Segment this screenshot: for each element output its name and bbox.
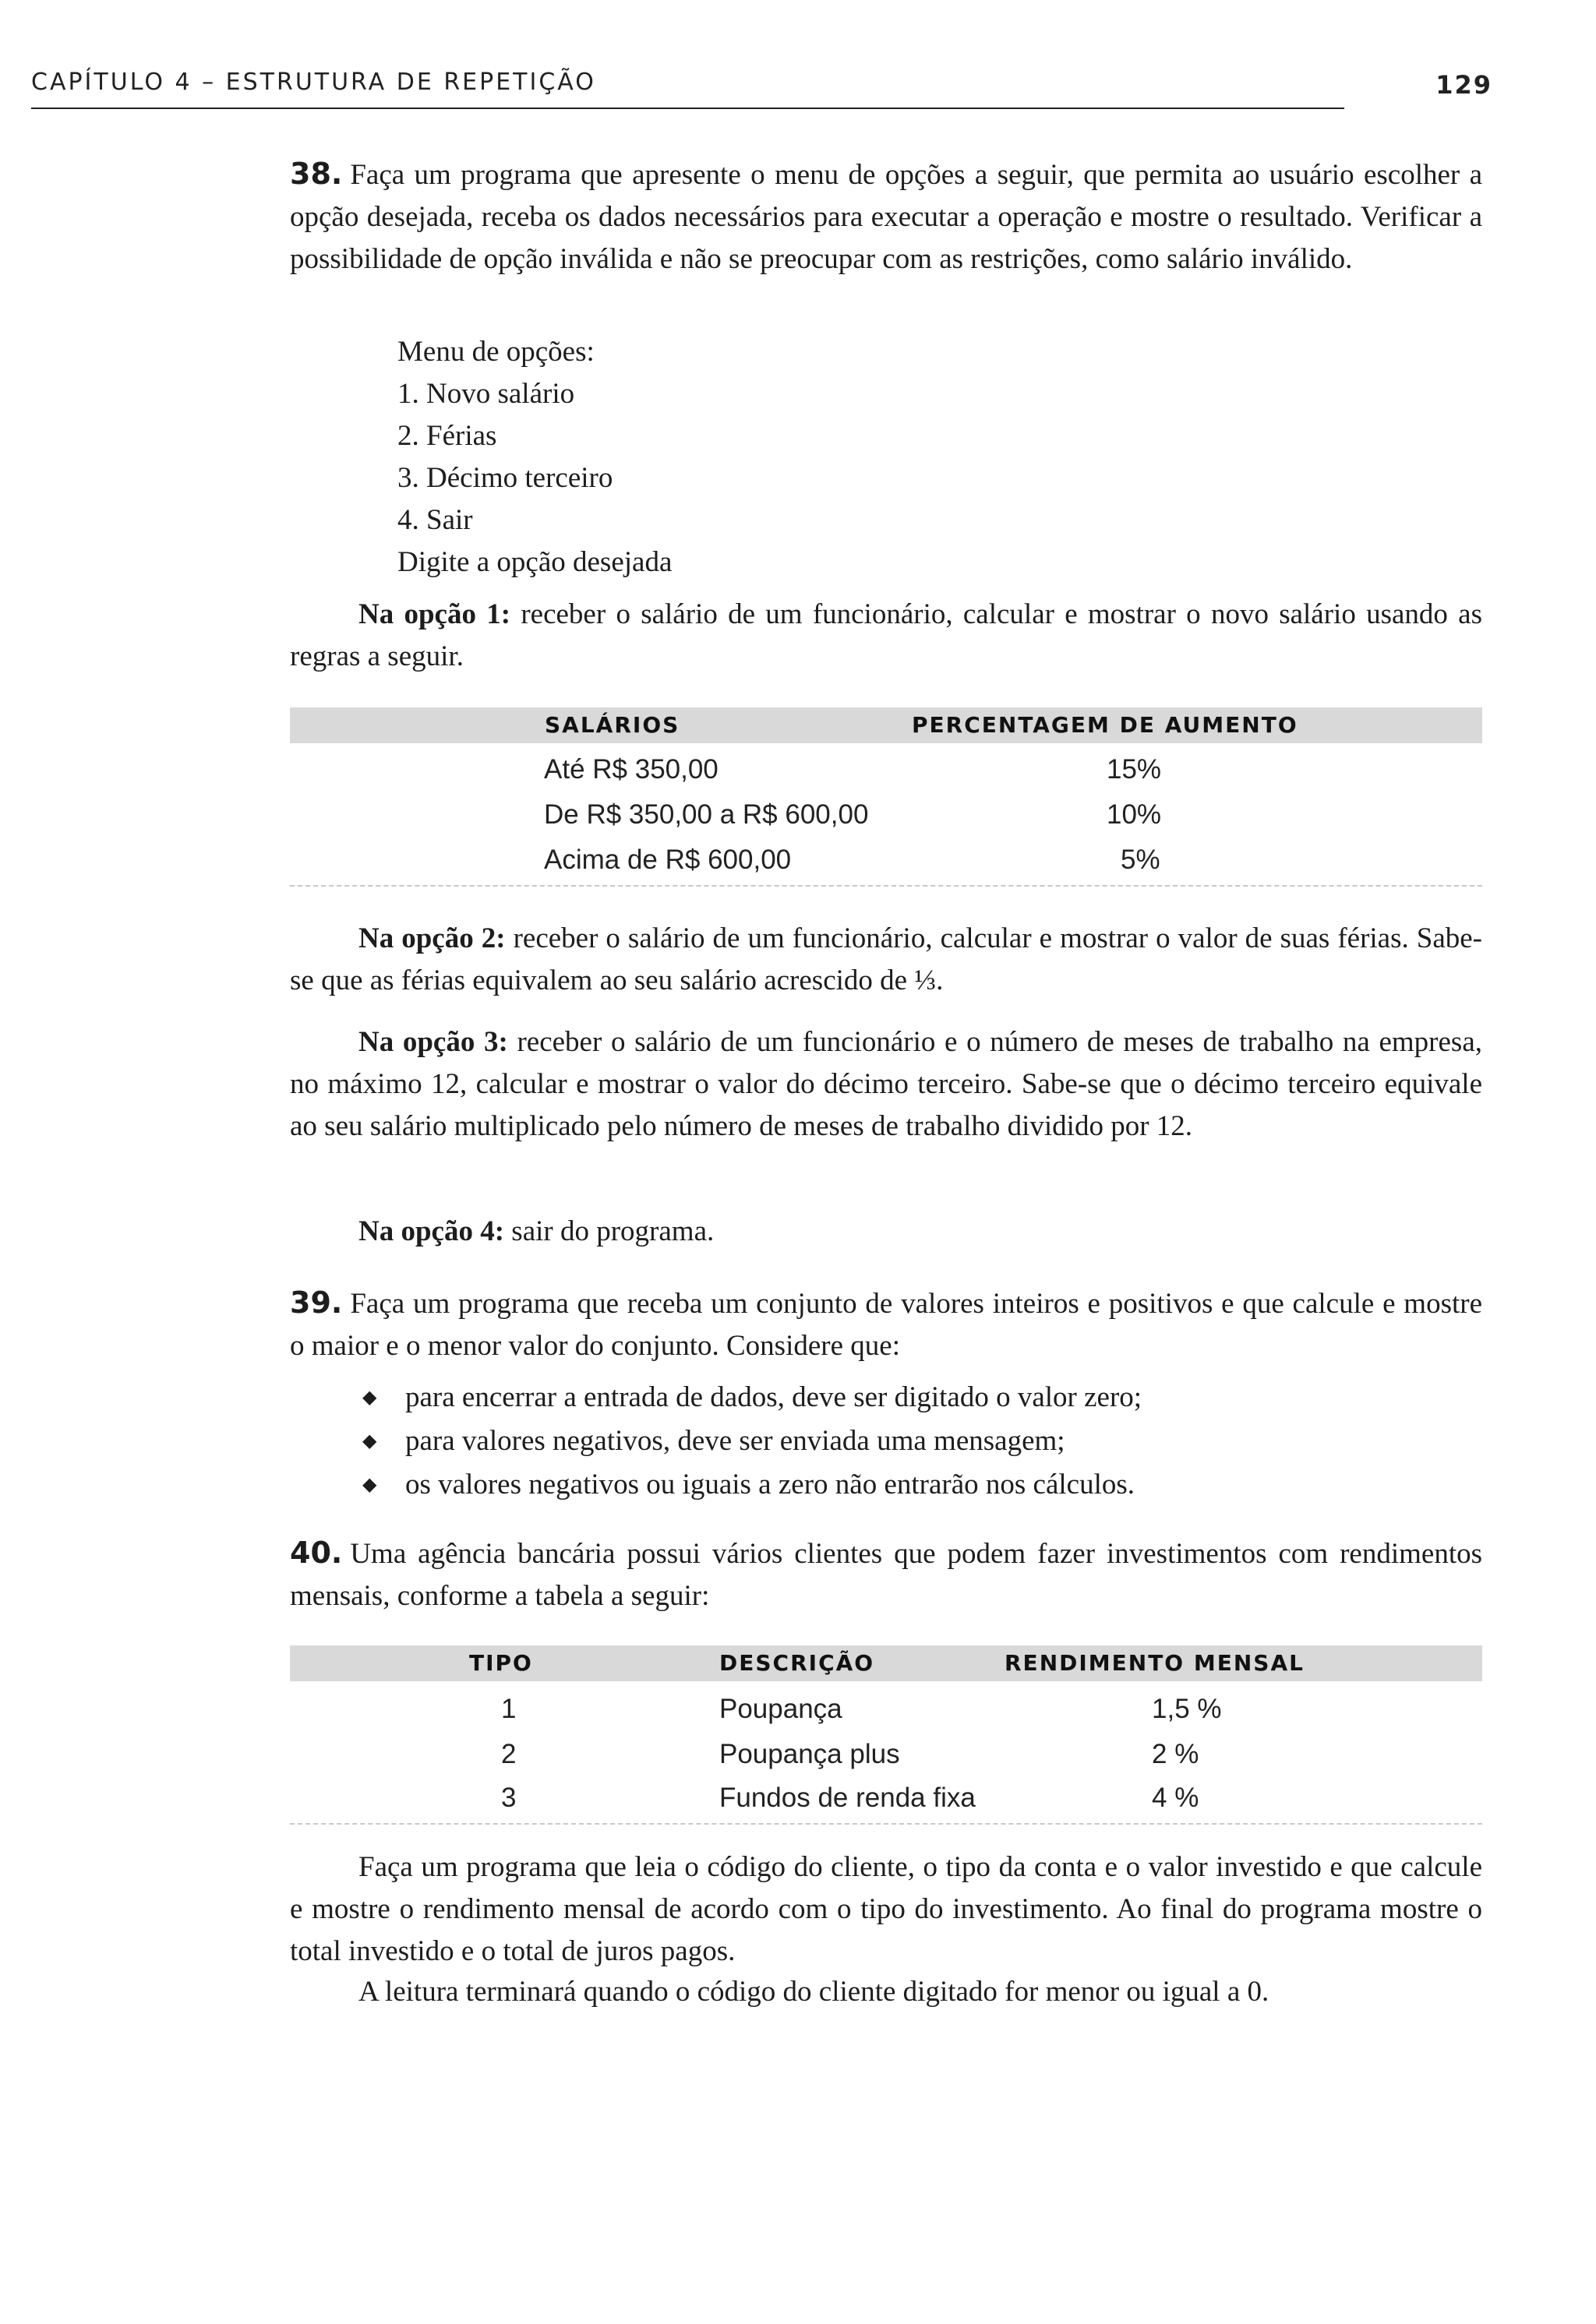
- table-cell: 5%: [1121, 845, 1160, 875]
- table-cell: 4 %: [1152, 1783, 1199, 1813]
- option-label: Na opção 1:: [358, 598, 511, 630]
- investment-table-header: [290, 1645, 1482, 1681]
- option-description: receber o salário de um funcionário, calcular e mostrar o valor de suas férias. Sabe-se que as férias equivalem ao seu salário acrescido de ⅓.: [290, 922, 1482, 996]
- column-header: PERCENTAGEM DE AUMENTO: [912, 712, 1298, 738]
- table-bottom-rule: [290, 885, 1482, 887]
- exercise-number: 38.: [290, 157, 343, 191]
- column-header: RENDIMENTO MENSAL: [1005, 1650, 1305, 1676]
- option-description: receber o salário de um funcionário e o número de meses de trabalho na empresa, no máximo 12, calcular e mostrar o valor do décimo terceiro. Sabe-se que o décimo terceiro equivale ao seu salário multiplicado pelo número de meses de trabalho dividido por 12.: [290, 1026, 1482, 1142]
- exercise-text: Faça um programa que apresente o menu de opções a seguir, que permita ao usuário escolher a opção desejada, receba os dados necessários para executar a operação e mostre o resultado. Verificar a possibilidade de opção inválida e não se preocupar com as restrições, como salário inválido.: [290, 159, 1482, 275]
- table-cell: 10%: [1107, 799, 1162, 830]
- table-cell: 2 %: [1152, 1739, 1199, 1769]
- exercise-text: Uma agência bancária possui vários clientes que podem fazer investimentos com rendimentos mensais, conforme a tabela a seguir:: [290, 1538, 1482, 1612]
- exercise-40-intro: [290, 1532, 1482, 1617]
- options-menu: [397, 331, 672, 584]
- page-number: 129: [1435, 70, 1492, 100]
- option-2-text: [290, 918, 1482, 1002]
- list-item: [362, 1419, 1142, 1463]
- table-cell: 3: [501, 1783, 517, 1813]
- menu-item: 3. Décimo terceiro: [397, 462, 613, 494]
- exercise-38-intro: [290, 153, 1482, 280]
- column-header: DESCRIÇÃO: [719, 1650, 875, 1676]
- column-header: TIPO: [469, 1650, 533, 1676]
- exercise-40-instructions: Faça um programa que leia o código do cliente, o tipo da conta e o valor investido e que calcule e mostre o rendimento mensal de acordo com o tipo do investimento. Ao final do programa mostre o total investido e o total de juros pagos.: [290, 1851, 1482, 1967]
- menu-item: 1. Novo salário: [397, 378, 575, 410]
- column-header: SALÁRIOS: [545, 712, 680, 738]
- diamond-bullet-icon: ◆: [362, 1475, 377, 1495]
- bullet-list: [362, 1376, 1142, 1507]
- menu-item: 4. Sair: [397, 504, 473, 536]
- salary-table-header: [290, 707, 1482, 743]
- option-description: receber o salário de um funcionário, calcular e mostrar o novo salário usando as regras a seguir.: [290, 598, 1482, 672]
- running-header: [31, 67, 1492, 109]
- table-cell: 1: [501, 1694, 517, 1724]
- option-label: Na opção 2:: [358, 922, 506, 954]
- menu-item: 2. Férias: [397, 420, 497, 452]
- table-cell: Poupança: [719, 1694, 842, 1724]
- option-label: Na opção 4:: [358, 1215, 505, 1247]
- list-item-text: para valores negativos, deve ser enviada uma mensagem;: [405, 1425, 1065, 1457]
- option-3-text: [290, 1021, 1482, 1148]
- option-label: Na opção 3:: [358, 1026, 508, 1058]
- table-cell: Acima de R$ 600,00: [544, 845, 792, 875]
- option-4-text: [290, 1211, 1482, 1253]
- table-bottom-rule: [290, 1823, 1482, 1825]
- list-item: [362, 1376, 1142, 1419]
- table-cell: 1,5 %: [1152, 1694, 1222, 1724]
- table-cell: Fundos de renda fixa: [719, 1783, 976, 1813]
- diamond-bullet-icon: ◆: [362, 1388, 377, 1408]
- table-cell: 2: [501, 1739, 517, 1769]
- table-cell: 15%: [1107, 754, 1162, 785]
- table-cell: Até R$ 350,00: [544, 754, 719, 785]
- exercise-39-intro: [290, 1282, 1482, 1367]
- option-1-text: [290, 594, 1482, 678]
- table-cell: De R$ 350,00 a R$ 600,00: [544, 799, 869, 830]
- list-item-text: os valores negativos ou iguais a zero não entrarão nos cálculos.: [405, 1469, 1135, 1501]
- list-item: [362, 1463, 1142, 1507]
- exercise-text: Faça um programa que receba um conjunto de valores inteiros e positivos e que calcule e mostre o maior e o menor valor do conjunto. Considere que:: [290, 1288, 1482, 1362]
- menu-prompt: Digite a opção desejada: [397, 546, 673, 578]
- chapter-title: CAPÍTULO 4 – ESTRUTURA DE REPETIÇÃO: [31, 69, 596, 96]
- table-cell: Poupança plus: [719, 1739, 900, 1769]
- menu-title: Menu de opções:: [397, 336, 595, 368]
- exercise-40-termination: A leitura terminará quando o código do cliente digitado for menor ou igual a 0.: [358, 1976, 1269, 2008]
- exercise-number: 39.: [290, 1285, 343, 1320]
- list-item-text: para encerrar a entrada de dados, deve ser digitado o valor zero;: [405, 1381, 1142, 1413]
- option-description: sair do programa.: [511, 1215, 715, 1247]
- diamond-bullet-icon: ◆: [362, 1431, 377, 1451]
- exercise-number: 40.: [290, 1536, 343, 1570]
